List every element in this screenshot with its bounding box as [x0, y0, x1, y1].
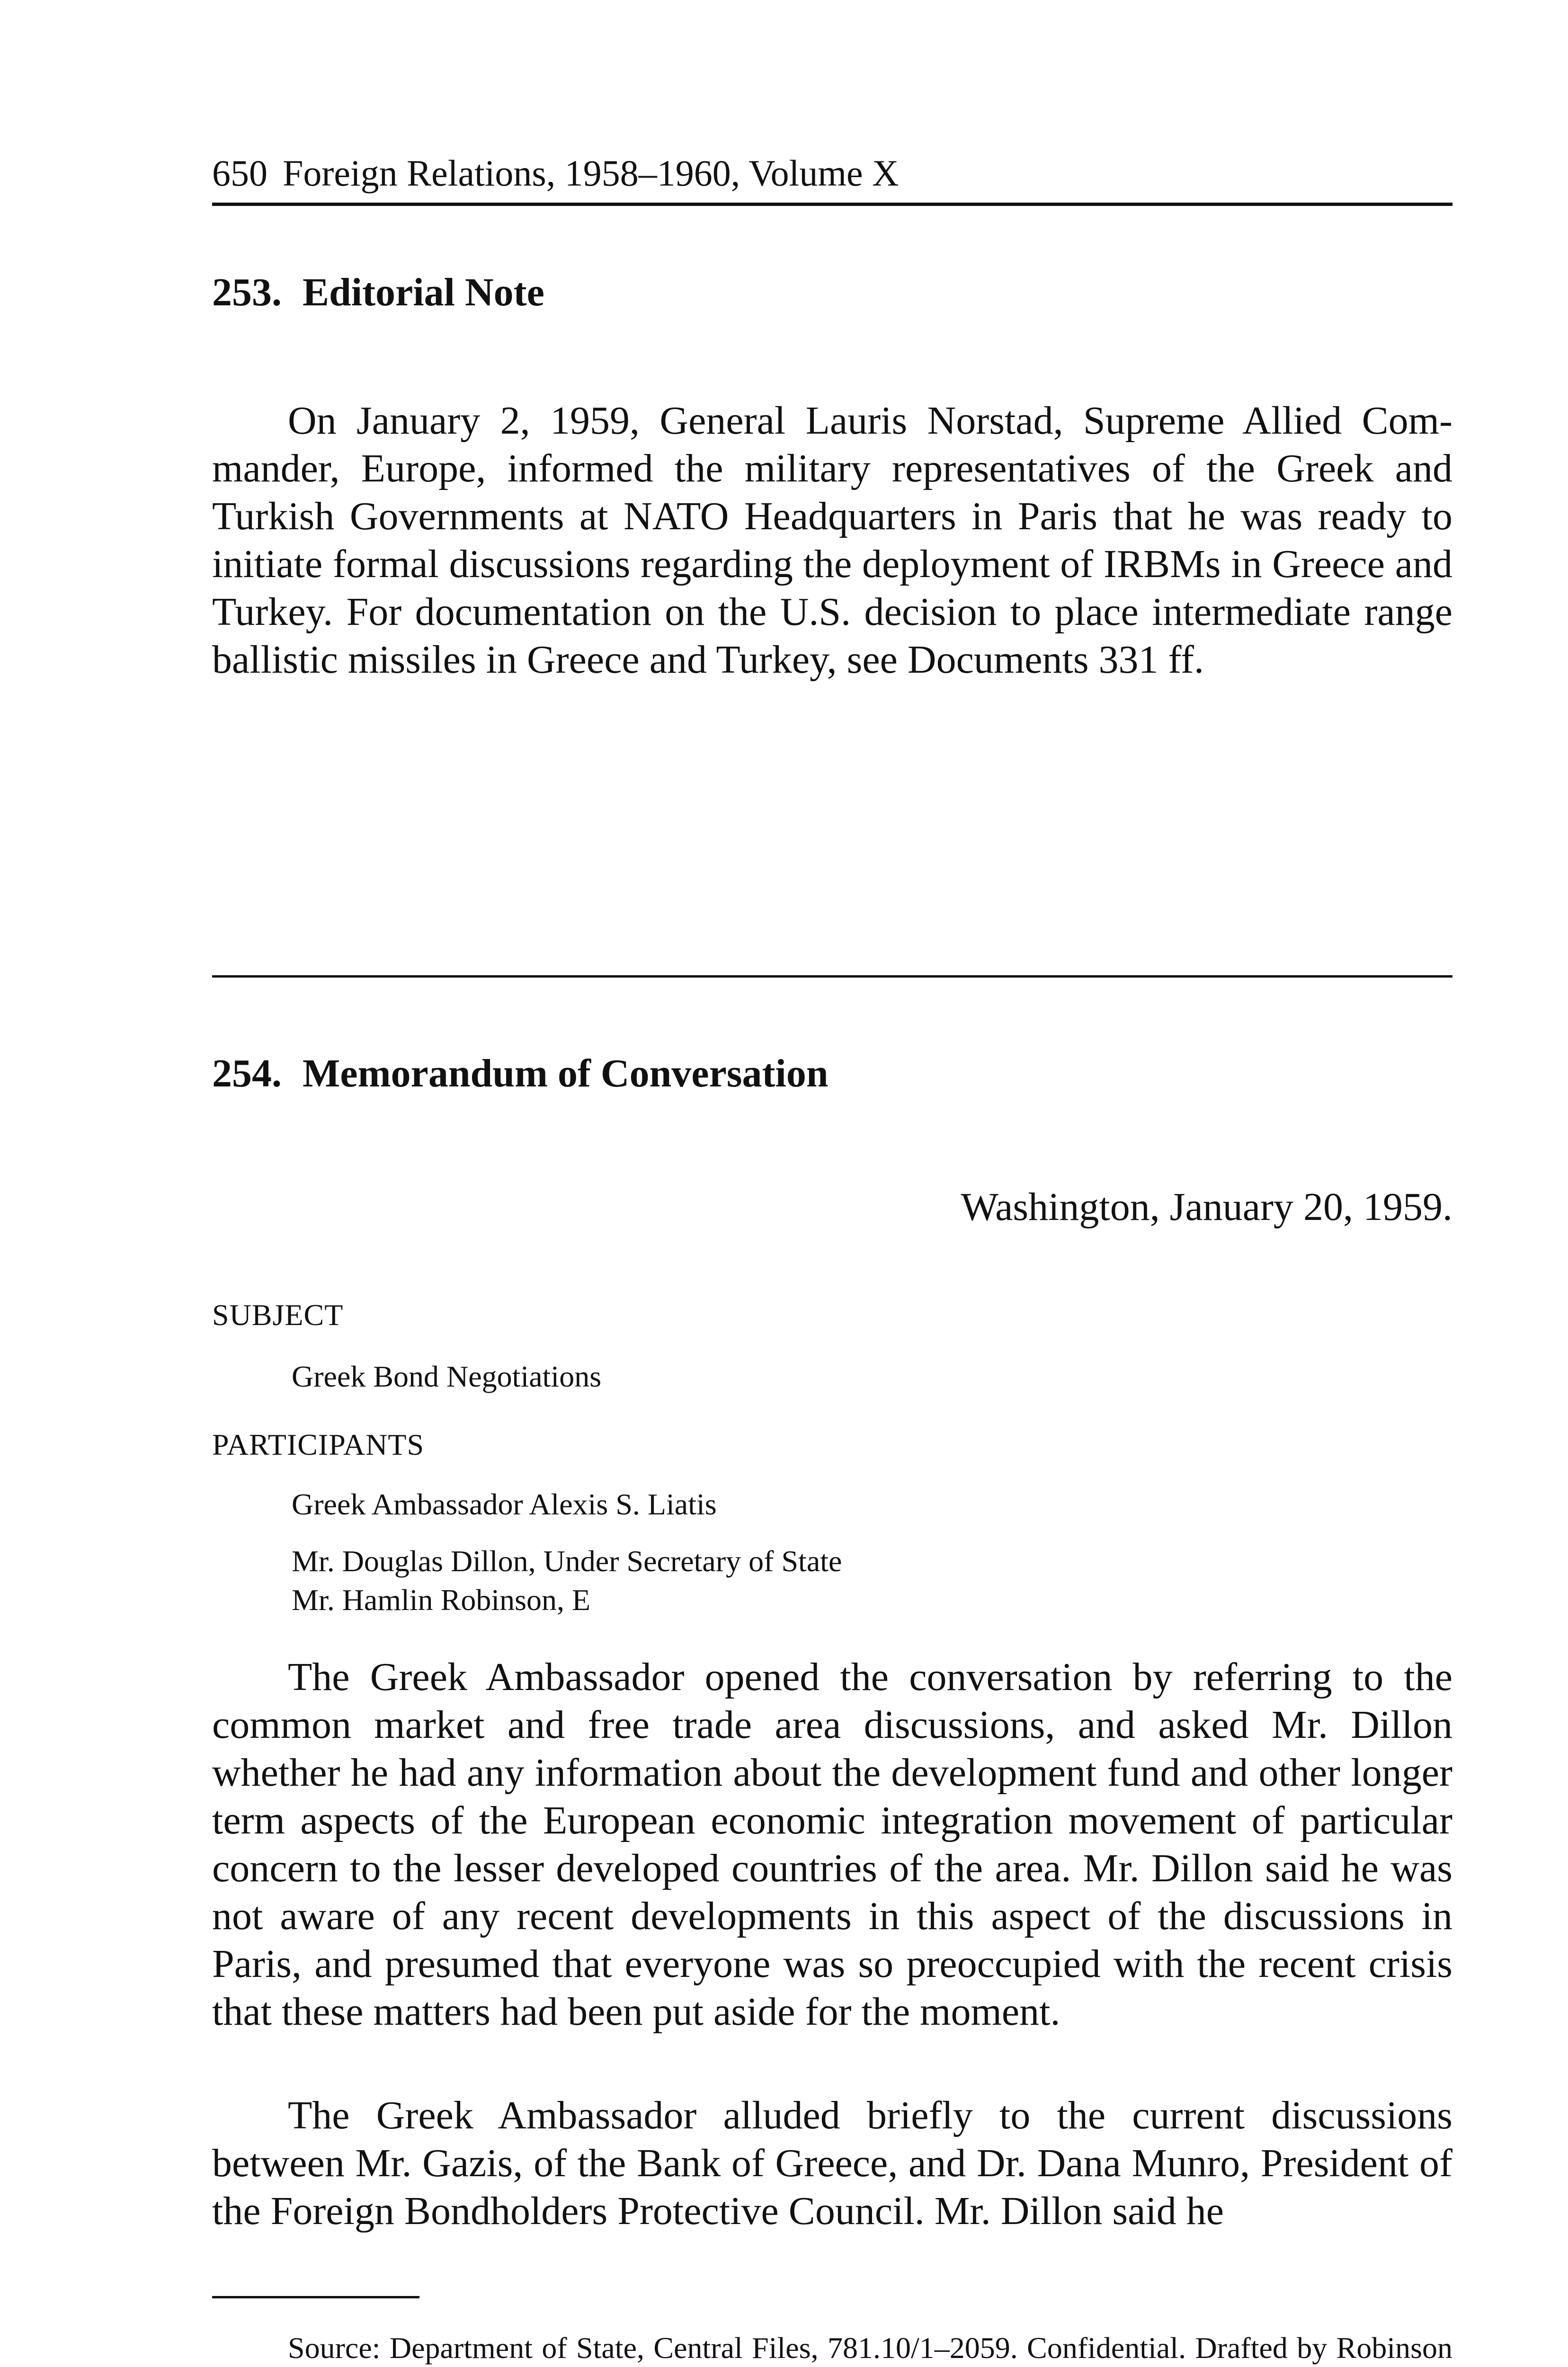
section-divider: [212, 975, 1452, 978]
participants-label: PARTICIPANTS: [212, 1428, 425, 1461]
doc-253-heading: [212, 269, 544, 316]
subject-text: Greek Bond Negotiations: [292, 1360, 602, 1393]
doc-254-heading: [212, 1050, 829, 1097]
doc-253-number: 253.: [212, 270, 282, 314]
running-header: [212, 151, 1452, 196]
subject-label: SUBJECT: [212, 1298, 344, 1332]
doc-254-paragraph-2: The Greek Ambassador alluded briefly to the current discussions between Mr. Gazis, of the Bank of Greece, and Dr. Dana Munro, President of the Foreign Bondholders Protective Council. Mr. Dillon said he: [212, 2093, 1452, 2233]
header-rule: [212, 203, 1452, 206]
doc-254-title: Memorandum of Conversation: [303, 1051, 829, 1095]
footnote-rule: [212, 2296, 419, 2298]
doc-253-body: On January 2, 1959, General Lauris Norstad, Supreme Allied Commander, Europe, informed the military representatives of the Greek and Turkish Governments at NATO Headquarters in Paris that he was ready to initiate formal discussions regarding the deployment of IRBMs in Greece and Turkey. For documentation on the U.S. decision to place intermediate range ballistic missiles in Greece and Turkey, see Documents 331 ff.: [212, 399, 1452, 682]
dateline: Washington, January 20, 1959.: [961, 1185, 1452, 1229]
doc-254-number: 254.: [212, 1051, 282, 1095]
participant-3: Mr. Hamlin Robinson, E: [292, 1583, 591, 1617]
page-number: 650: [212, 152, 267, 194]
document-page: [212, 0, 1452, 2367]
participant-1: Greek Ambassador Alexis S. Liatis: [292, 1487, 717, 1521]
doc-253-title: Editorial Note: [303, 270, 544, 314]
participant-2: Mr. Douglas Dillon, Under Secretary of State: [292, 1544, 842, 1578]
doc-254-paragraph-1: The Greek Ambassador opened the conversation by referring to the common market and free trade area discussions, and asked Mr. Dillon whether he had any information about the development fund and other longer term aspects of the European economic integration movement of particular concern to the lesser developed countries of the area. Mr. Dillon said he was not aware of any recent developments in this aspect of the discussions in Paris, and presumed that everyone was so preoccupied with the recent crisis that these matters had been put aside for the moment.: [212, 1655, 1452, 2034]
running-title: Foreign Relations, 1958–1960, Volume X: [283, 152, 899, 194]
source-footnote: Source: Department of State, Central Files, 781.10/1–2059. Confidential. Drafted by Robinson: [288, 2331, 1452, 2365]
